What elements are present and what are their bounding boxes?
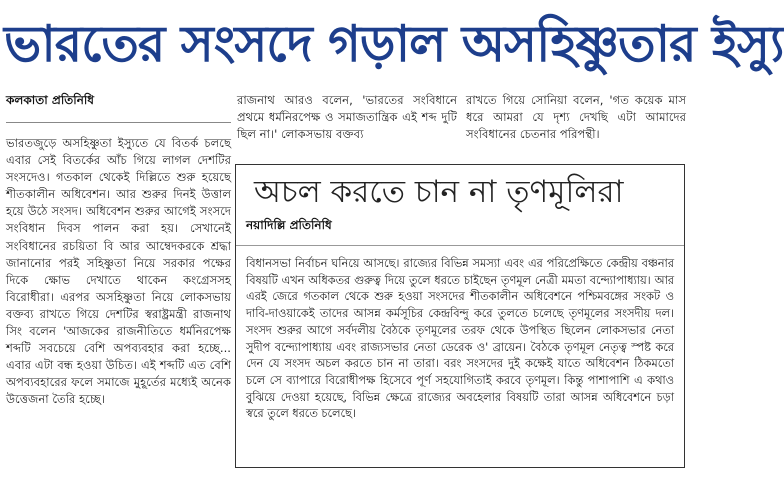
byline-kolkata: কলকাতা প্রতিনিধি — [6, 93, 95, 107]
column-2 — [237, 92, 457, 160]
headline: ভারতের সংসদে গড়াল অসহিষ্ণুতার ইস্যু — [4, 15, 784, 73]
sidebar-story-title: অচল করতে চান না তৃণমূলিরা — [254, 174, 624, 210]
sidebar-story-byline: নয়াদিল্লি প্রতিনিধি — [246, 218, 332, 232]
article-body-column-1: ভারতজুড়ে অসহিষ্ণুতা ইস্যুতে যে বিতর্ক চলছে এবার সেই বিতর্কের আঁচ গিয়ে লাগল দেশটির সংসদেও। গতকাল থেকেই দিল্লিতে শুরু হয়েছে শীতকালীন অধিবেশন। আর শুরুর দিনই উত্তাল হয়ে উঠে সংসদ। অধিবেশন শুরুর আগেই সংসদে সংবিধান দিবস পালন করা হয়। সেখানেই সংবিধানের রচয়িতা বি আর আম্বেদকরকে শ্রদ্ধা জানানোর পরই সহিষ্ণুতা নিয়ে সরকার পক্ষের দিকে ক্ষোভ দেখাতে থাকেন কংগ্রেসসহ বিরোধীরা। এরপর অসহিষ্ণুতা নিয়ে লোকসভায় বক্তব্য রাখতে গিয়ে দেশটির স্বরাষ্ট্রমন্ত্রী রাজনাথ সিং বলেন 'আজকের রাজনীতিতে ধর্মনিরপেক্ষ শব্দটি সবচেয়ে বেশি অপব্যবহার করা হচ্ছে... এবার এটা বন্ধ হওয়া উচিত। এই শব্দটি এত বেশি অপব্যবহারের ফলে সমাজে মুহূর্তের মধ্যেই অনেক উত্তেজনা তৈরি হচ্ছে। — [6, 136, 231, 407]
byline-divider — [6, 122, 231, 123]
sidebar-story-body: বিধানসভা নির্বাচন ঘনিয়ে আসছে। রাজ্যের বিভিন্ন সমস্যা এবং এর পরিপ্রেক্ষিতে কেন্দ্রীয় বঞ্চনার বিষয়টি এখন অধিকতর গুরুত্ব দিয়ে তুলে ধরতে চাইছেন তৃণমূল নেত্রী মমতা বন্দ্যোপাধ্যায়। আর এরই জেরে গতকাল থেকে শুরু হওয়া সংসদের শীতকালীন অধিবেশনে পশ্চিমবঙ্গের সংকট ও দাবি-দাওয়াকেই তাদের আসন্ন কর্মসূচির কেন্দ্রবিন্দু করে তুলতে চলেছে তৃণমূলের সংসদীয় দল। সংসদ শুরুর আগে সর্বদলীয় বৈঠকে তৃণমূলের তরফ থেকে উপস্থিত ছিলেন লোকসভার নেতা সুদীপ বন্দ্যোপাধ্যায় এবং রাজ্যসভার নেতা ডেরেক ও' ব্রায়েন। বৈঠকে তৃণমূল নেতৃত্ব স্পষ্ট করে দেন যে সংসদ অচল করতে চান না তারা। বরং সংসদের দুই কক্ষেই যাতে অধিবেশন ঠিকমতো চলে সে ব্যাপারে বিরোধীপক্ষ হিসেবে পূর্ণ সহযোগিতাই করবে তৃণমূল। কিন্তু পাশাপাশি এ কথাও বুঝিয়ে দেওয়া হয়েছে, বিভিন্ন ক্ষেত্রে রাজ্যের অবহেলার বিষয়টি তারা আসন্ন অধিবেশনে চড়া স্বরে তুলে ধরতে চলেছে। — [246, 257, 674, 421]
sidebar-story-divider — [236, 245, 684, 246]
column-3 — [466, 92, 686, 160]
article-body-column-3: রাখতে গিয়ে সোনিয়া বলেন, 'গত কয়েক মাস ধরে আমরা যে দৃশ্য দেখছি এটা আমাদের সংবিধানের চেতনার পরিপন্থী। — [466, 93, 686, 142]
column-1 — [6, 92, 231, 474]
article-body-column-2: রাজনাথ আরও বলেন, 'ভারতের সংবিধানে প্রথমে ধর্মনিরপেক্ষ ও সমাজতান্ত্রিক এই শব্দ দুটি ছিল না।' লোকসভায় বক্তব্য — [237, 93, 457, 142]
sidebar-story-box — [235, 164, 685, 468]
